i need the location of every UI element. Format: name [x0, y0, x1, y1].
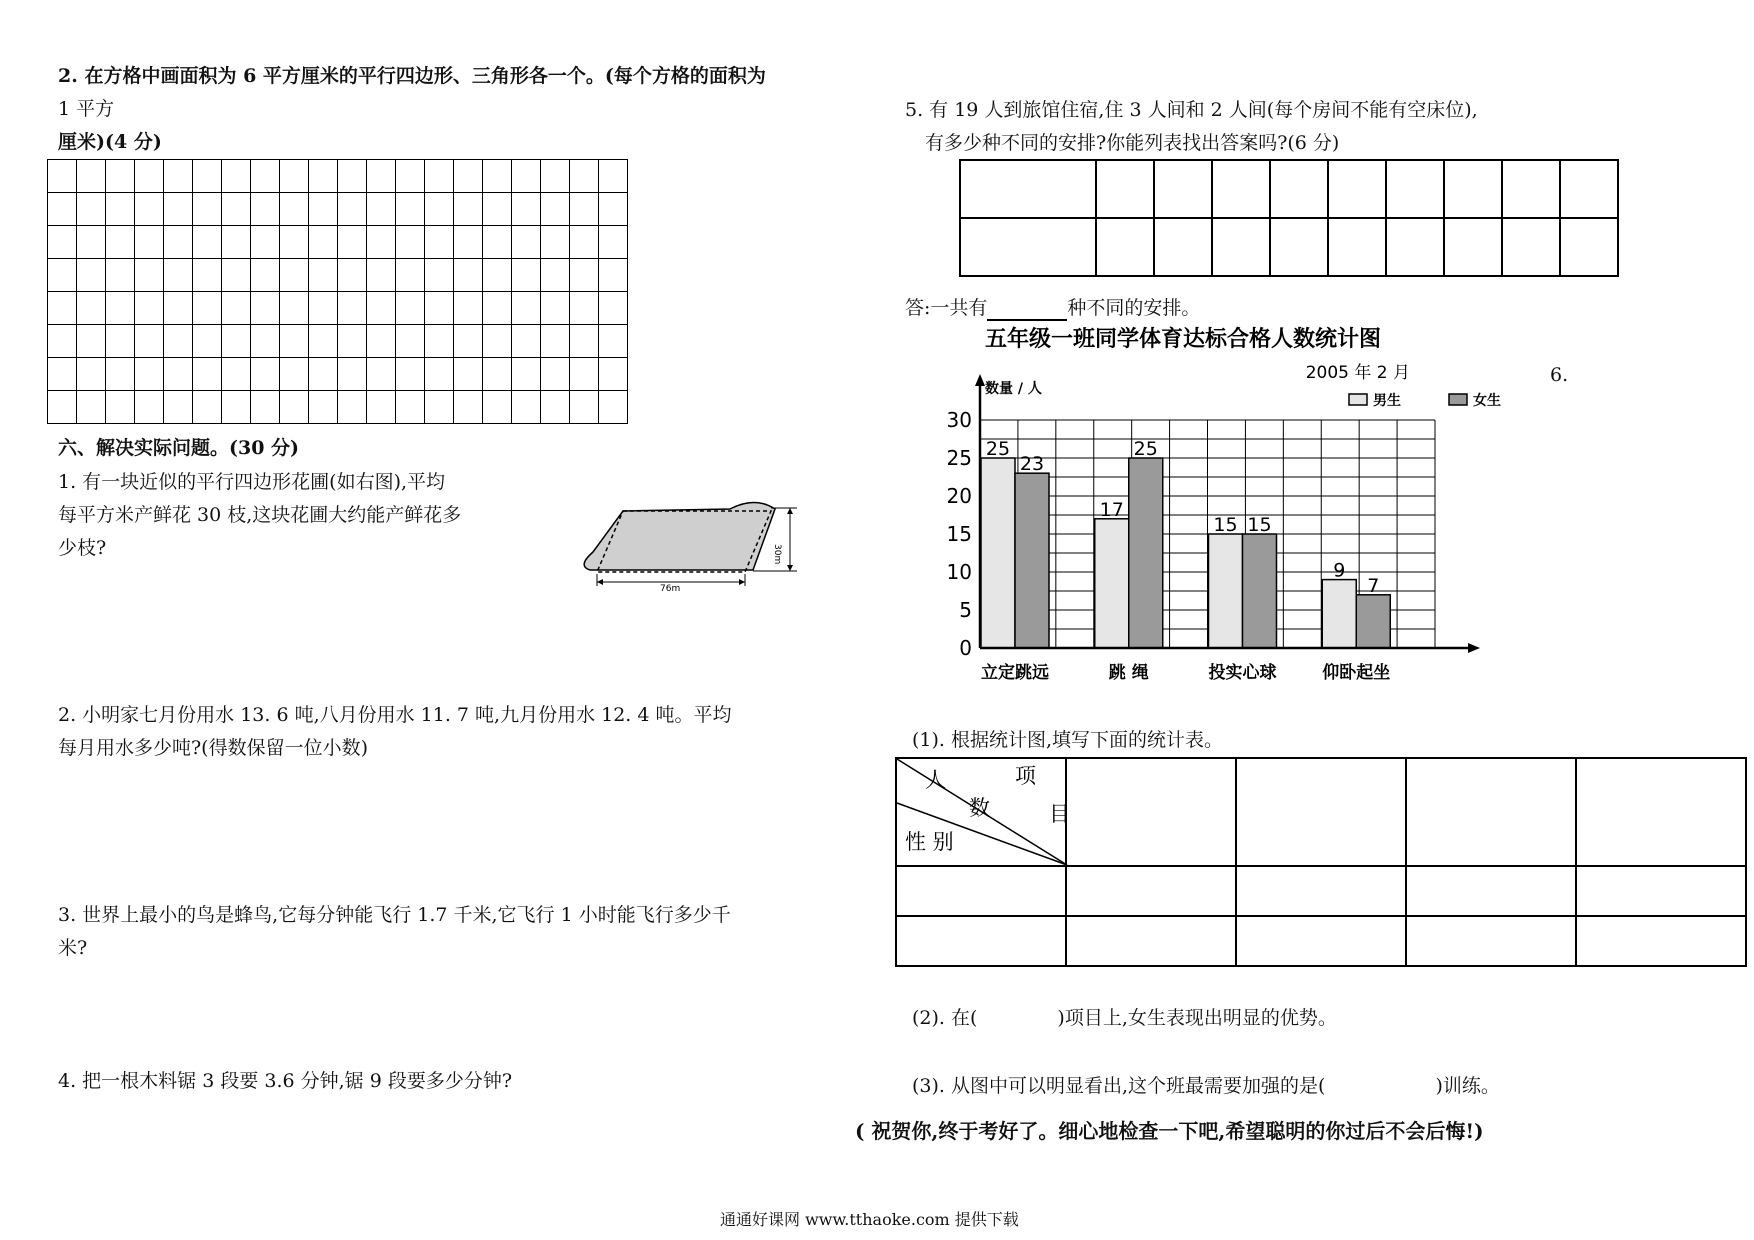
grid-cell[interactable]: [193, 160, 222, 193]
grid-cell[interactable]: [367, 193, 396, 226]
grid-cell[interactable]: [512, 226, 541, 259]
grid-cell[interactable]: [599, 325, 628, 358]
grid-cell[interactable]: [280, 193, 309, 226]
grid-cell[interactable]: [570, 358, 599, 391]
stat-cell[interactable]: [896, 916, 1066, 966]
figure-height-label: 30m: [772, 544, 782, 565]
stat-cell[interactable]: [1066, 916, 1236, 966]
grid-cell[interactable]: [48, 325, 77, 358]
arrangement-cell[interactable]: [1328, 218, 1386, 276]
bar-value-label: 15: [1247, 514, 1272, 536]
stat-cell[interactable]: [1576, 916, 1746, 966]
arrangement-cell[interactable]: [1154, 160, 1212, 218]
stat-cell[interactable]: [1066, 866, 1236, 916]
grid-cell[interactable]: [280, 226, 309, 259]
grid-cell[interactable]: [425, 259, 454, 292]
y-tick-label: 25: [946, 446, 972, 470]
problem5-line1: 5. 有 19 人到旅馆住宿,住 3 人间和 2 人间(每个房间不能有空床位),: [905, 99, 1478, 121]
stat-cell[interactable]: [1576, 758, 1746, 866]
grid-cell[interactable]: [222, 325, 251, 358]
grid-cell[interactable]: [135, 358, 164, 391]
grid-cell[interactable]: [106, 358, 135, 391]
chart-ylabel: 数量 / 人: [985, 381, 1042, 397]
grid-cell[interactable]: [512, 193, 541, 226]
bar-value-label: 25: [985, 438, 1011, 460]
grid-cell[interactable]: [280, 325, 309, 358]
grid-cell[interactable]: [280, 160, 309, 193]
problem1-line1: 1. 有一块近似的平行四边形花圃(如右图),平均: [58, 471, 446, 493]
header-gender: 性 别: [905, 830, 954, 854]
grid-cell[interactable]: [106, 193, 135, 226]
arrangement-cell[interactable]: [1386, 160, 1444, 218]
grid-cell[interactable]: [222, 391, 251, 424]
statistics-table[interactable]: [895, 757, 1747, 967]
y-tick-label: 5: [959, 598, 972, 622]
arrangement-cell[interactable]: [1212, 160, 1270, 218]
problem1-line3: 少枝?: [58, 537, 107, 559]
drawing-grid[interactable]: [47, 159, 628, 424]
grid-cell[interactable]: [222, 259, 251, 292]
grid-cell[interactable]: [135, 226, 164, 259]
grid-cell[interactable]: [483, 259, 512, 292]
problem5-line2: 有多少种不同的安排?你能列表找出答案吗?(6 分): [925, 132, 1340, 154]
grid-cell[interactable]: [599, 391, 628, 424]
grid-cell[interactable]: [48, 292, 77, 325]
grid-cell[interactable]: [77, 226, 106, 259]
grid-cell[interactable]: [396, 160, 425, 193]
grid-cell[interactable]: [512, 391, 541, 424]
footer: 通通好课网 www.tthaoke.com 提供下载: [720, 1210, 1019, 1229]
subq3-prefix: (3). 从图中可以明显看出,这个班最需要加强的是(: [912, 1075, 1326, 1097]
bar: [1209, 534, 1243, 648]
arrangement-cell[interactable]: [1502, 218, 1560, 276]
bar: [1356, 595, 1390, 648]
arrangement-cell[interactable]: [1212, 218, 1270, 276]
grid-cell[interactable]: [135, 325, 164, 358]
grid-cell[interactable]: [106, 160, 135, 193]
bar-value-label: 9: [1333, 559, 1346, 582]
grid-cell[interactable]: [454, 259, 483, 292]
bar-value-label: 25: [1133, 438, 1158, 460]
bar: [1322, 580, 1356, 648]
grid-cell[interactable]: [367, 259, 396, 292]
grid-cell[interactable]: [425, 325, 454, 358]
header-mu: 目: [1049, 802, 1070, 826]
flowerbed-figure: [575, 494, 810, 594]
arrangement-cell[interactable]: [1096, 218, 1154, 276]
grid-cell[interactable]: [251, 292, 280, 325]
grid-cell[interactable]: [425, 292, 454, 325]
grid-cell[interactable]: [396, 325, 425, 358]
grid-cell[interactable]: [454, 226, 483, 259]
chart-legend: [1349, 392, 1501, 409]
grid-cell[interactable]: [599, 160, 628, 193]
grid-cell[interactable]: [396, 226, 425, 259]
grid-cell[interactable]: [77, 358, 106, 391]
grid-cell[interactable]: [367, 325, 396, 358]
grid-cell[interactable]: [367, 226, 396, 259]
grid-cell[interactable]: [396, 358, 425, 391]
grid-cell[interactable]: [106, 325, 135, 358]
grid-cell[interactable]: [106, 292, 135, 325]
grid-cell[interactable]: [222, 160, 251, 193]
grid-cell[interactable]: [77, 292, 106, 325]
grid-cell[interactable]: [512, 325, 541, 358]
x-tick-label: 投实心球: [1208, 663, 1277, 683]
arrangement-cell[interactable]: [960, 160, 1096, 218]
arrangement-cell[interactable]: [1270, 218, 1328, 276]
arrangement-cell[interactable]: [1560, 218, 1618, 276]
x-tick-label: 跳 绳: [1108, 663, 1149, 683]
grid-cell[interactable]: [77, 193, 106, 226]
grid-cell[interactable]: [599, 193, 628, 226]
bar-value-label: 15: [1213, 514, 1238, 536]
figure-base-label: 76m: [660, 584, 681, 594]
q2-line1: 2. 在方格中画面积为 6 平方厘米的平行四边形、三角形各一个。(每个方格的面积为: [58, 65, 766, 87]
grid-cell[interactable]: [454, 325, 483, 358]
bar: [981, 458, 1015, 648]
subq1: (1). 根据统计图,填写下面的统计表。: [912, 729, 1224, 751]
arrangement-cell[interactable]: [1270, 160, 1328, 218]
grid-cell[interactable]: [425, 160, 454, 193]
grid-cell[interactable]: [164, 259, 193, 292]
subq2: [912, 1005, 1337, 1031]
grid-cell[interactable]: [280, 292, 309, 325]
grid-cell[interactable]: [483, 292, 512, 325]
grid-cell[interactable]: [309, 226, 338, 259]
q2-line2: 1 平方: [58, 98, 115, 120]
section-six-heading: 六、解决实际问题。(30 分): [58, 437, 300, 459]
grid-cell[interactable]: [251, 226, 280, 259]
grid-cell[interactable]: [106, 259, 135, 292]
grid-cell[interactable]: [454, 391, 483, 424]
y-tick-label: 15: [946, 522, 972, 546]
arrangement-table[interactable]: [959, 159, 1619, 277]
stat-cell[interactable]: [1406, 866, 1576, 916]
grid-cell[interactable]: [251, 391, 280, 424]
grid-cell[interactable]: [541, 391, 570, 424]
question6-number: 6.: [1550, 364, 1569, 386]
bar-chart: [935, 318, 1501, 690]
header-count: 数: [969, 796, 990, 820]
grid-cell[interactable]: [512, 160, 541, 193]
stat-cell[interactable]: [1406, 916, 1576, 966]
grid-cell[interactable]: [483, 160, 512, 193]
stat-cell[interactable]: [1576, 866, 1746, 916]
grid-cell[interactable]: [425, 226, 454, 259]
arrangement-cell[interactable]: [1154, 218, 1212, 276]
bar: [1015, 473, 1049, 648]
problem2-line2: 每月用水多少吨?(得数保留一位小数): [58, 737, 369, 759]
grid-cell[interactable]: [425, 193, 454, 226]
subq2-suffix: )项目上,女生表现出明显的优势。: [1057, 1007, 1337, 1029]
grid-cell[interactable]: [570, 325, 599, 358]
grid-cell[interactable]: [541, 259, 570, 292]
grid-cell[interactable]: [193, 391, 222, 424]
y-tick-label: 10: [946, 560, 972, 584]
diagonal-header-cell: [896, 758, 1070, 866]
grid-cell[interactable]: [48, 391, 77, 424]
chart-date: 2005 年 2 月: [1305, 363, 1410, 383]
y-tick-label: 0: [959, 636, 972, 660]
problem4: 4. 把一根木料锯 3 段要 3.6 分钟,锯 9 段要多少分钟?: [58, 1070, 513, 1092]
answer-suffix: 种不同的安排。: [1067, 297, 1201, 319]
grid-cell[interactable]: [164, 160, 193, 193]
arrangement-cell[interactable]: [960, 218, 1096, 276]
grid-cell[interactable]: [135, 160, 164, 193]
grid-cell[interactable]: [193, 259, 222, 292]
bar: [1129, 458, 1163, 648]
legend-label: 女生: [1473, 393, 1501, 409]
grid-cell[interactable]: [599, 358, 628, 391]
grid-cell[interactable]: [135, 391, 164, 424]
grid-cell[interactable]: [512, 358, 541, 391]
grid-cell[interactable]: [77, 325, 106, 358]
grid-cell[interactable]: [164, 193, 193, 226]
grid-cell[interactable]: [338, 160, 367, 193]
grid-cell[interactable]: [599, 259, 628, 292]
grid-cell[interactable]: [570, 226, 599, 259]
answer-prefix: 答:一共有: [905, 297, 988, 319]
grid-cell[interactable]: [48, 193, 77, 226]
stat-cell[interactable]: [1406, 758, 1576, 866]
grid-cell[interactable]: [570, 193, 599, 226]
grid-cell[interactable]: [570, 259, 599, 292]
grid-cell[interactable]: [77, 259, 106, 292]
grid-cell[interactable]: [309, 259, 338, 292]
grid-cell[interactable]: [541, 193, 570, 226]
grid-cell[interactable]: [135, 292, 164, 325]
grid-cell[interactable]: [338, 391, 367, 424]
grid-cell[interactable]: [193, 325, 222, 358]
grid-cell[interactable]: [48, 259, 77, 292]
grid-cell[interactable]: [425, 358, 454, 391]
grid-cell[interactable]: [512, 292, 541, 325]
stat-cell[interactable]: [1236, 866, 1406, 916]
x-tick-label: 立定跳远: [981, 663, 1049, 683]
stat-cell[interactable]: [896, 866, 1066, 916]
grid-cell[interactable]: [599, 292, 628, 325]
grid-cell[interactable]: [251, 193, 280, 226]
grid-cell[interactable]: [106, 391, 135, 424]
header-people: 人: [925, 768, 946, 792]
q2-line3: 厘米)(4 分): [58, 131, 162, 153]
grid-cell[interactable]: [541, 292, 570, 325]
chart-bars: [981, 438, 1390, 648]
grid-cell[interactable]: [222, 358, 251, 391]
bar-value-label: 17: [1099, 498, 1124, 521]
grid-cell[interactable]: [135, 259, 164, 292]
grid-cell[interactable]: [570, 292, 599, 325]
problem1-line2: 每平方米产鲜花 30 枝,这块花圃大约能产鲜花多: [58, 504, 462, 526]
grid-cell[interactable]: [164, 325, 193, 358]
grid-cell[interactable]: [309, 292, 338, 325]
legend-swatch: [1349, 394, 1367, 405]
grid-cell[interactable]: [454, 160, 483, 193]
grid-cell[interactable]: [48, 226, 77, 259]
arrangement-cell[interactable]: [1560, 160, 1618, 218]
grid-cell[interactable]: [483, 193, 512, 226]
header-item: 项: [1015, 764, 1036, 788]
subq3: [912, 1073, 1500, 1099]
arrangement-cell[interactable]: [1096, 160, 1154, 218]
bar-value-label: 7: [1367, 574, 1380, 597]
grid-cell[interactable]: [338, 292, 367, 325]
grid-cell[interactable]: [541, 226, 570, 259]
x-tick-label: 仰卧起坐: [1322, 663, 1391, 683]
grid-cell[interactable]: [454, 292, 483, 325]
grid-cell[interactable]: [367, 358, 396, 391]
grid-cell[interactable]: [396, 292, 425, 325]
y-tick-label: 20: [946, 484, 972, 508]
grid-cell[interactable]: [222, 193, 251, 226]
x-axis-arrow: [1468, 643, 1480, 653]
arrangement-cell[interactable]: [1502, 160, 1560, 218]
stat-cell[interactable]: [1236, 916, 1406, 966]
grid-cell[interactable]: [193, 292, 222, 325]
problem3-line2: 米?: [58, 937, 88, 959]
grid-cell[interactable]: [164, 358, 193, 391]
closing-note: ( 祝贺你,终于考好了。细心地检查一下吧,希望聪明的你过后不会后悔!): [855, 1119, 1484, 1143]
y-tick-label: 30: [946, 408, 972, 432]
grid-cell[interactable]: [106, 226, 135, 259]
grid-cell[interactable]: [483, 325, 512, 358]
grid-cell[interactable]: [251, 259, 280, 292]
grid-cell[interactable]: [338, 226, 367, 259]
grid-cell[interactable]: [280, 358, 309, 391]
bar: [1243, 534, 1277, 648]
grid-cell[interactable]: [483, 391, 512, 424]
bar: [1095, 519, 1129, 648]
grid-cell[interactable]: [396, 193, 425, 226]
legend-label: 男生: [1373, 393, 1401, 409]
grid-cell[interactable]: [251, 325, 280, 358]
diagonal-lines: [897, 759, 1070, 865]
grid-cell[interactable]: [541, 358, 570, 391]
arrangement-cell[interactable]: [1444, 218, 1502, 276]
grid-cell[interactable]: [251, 160, 280, 193]
legend-swatch: [1449, 394, 1467, 405]
y-axis-arrow: [975, 374, 985, 386]
grid-cell[interactable]: [541, 160, 570, 193]
arrangement-cell[interactable]: [1444, 160, 1502, 218]
grid-cell[interactable]: [164, 391, 193, 424]
grid-cell[interactable]: [483, 358, 512, 391]
problem3-line1: 3. 世界上最小的鸟是蜂鸟,它每分钟能飞行 1.7 千米,它飞行 1 小时能飞行多少千: [58, 904, 731, 926]
grid-cell[interactable]: [309, 391, 338, 424]
grid-cell[interactable]: [599, 226, 628, 259]
grid-cell[interactable]: [222, 226, 251, 259]
grid-cell[interactable]: [48, 160, 77, 193]
grid-cell[interactable]: [309, 325, 338, 358]
subq2-prefix: (2). 在(: [912, 1007, 978, 1029]
grid-cell[interactable]: [338, 325, 367, 358]
grid-cell[interactable]: [222, 292, 251, 325]
arrangement-cell[interactable]: [1386, 218, 1444, 276]
grid-cell[interactable]: [164, 292, 193, 325]
grid-cell[interactable]: [570, 160, 599, 193]
grid-cell[interactable]: [512, 259, 541, 292]
grid-cell[interactable]: [280, 259, 309, 292]
grid-cell[interactable]: [77, 160, 106, 193]
grid-cell[interactable]: [454, 358, 483, 391]
bar-value-label: 23: [1019, 453, 1045, 476]
chart-title: 五年级一班同学体育达标合格人数统计图: [985, 327, 1382, 352]
arrangement-cell[interactable]: [1328, 160, 1386, 218]
subq3-suffix: )训练。: [1435, 1075, 1500, 1097]
grid-cell[interactable]: [251, 358, 280, 391]
grid-cell[interactable]: [338, 193, 367, 226]
grid-cell[interactable]: [541, 325, 570, 358]
grid-cell[interactable]: [164, 226, 193, 259]
stat-cell[interactable]: [1066, 758, 1236, 866]
grid-cell[interactable]: [570, 391, 599, 424]
grid-cell[interactable]: [193, 358, 222, 391]
grid-cell[interactable]: [135, 193, 164, 226]
grid-cell[interactable]: [193, 226, 222, 259]
grid-cell[interactable]: [193, 193, 222, 226]
grid-cell[interactable]: [367, 292, 396, 325]
grid-cell[interactable]: [454, 193, 483, 226]
grid-cell[interactable]: [367, 391, 396, 424]
grid-cell[interactable]: [309, 160, 338, 193]
grid-cell[interactable]: [396, 259, 425, 292]
grid-cell[interactable]: [425, 391, 454, 424]
grid-cell[interactable]: [48, 358, 77, 391]
stat-cell[interactable]: [1236, 758, 1406, 866]
grid-cell[interactable]: [396, 391, 425, 424]
grid-cell[interactable]: [338, 358, 367, 391]
grid-cell[interactable]: [280, 391, 309, 424]
grid-cell[interactable]: [309, 358, 338, 391]
grid-cell[interactable]: [309, 193, 338, 226]
grid-cell[interactable]: [338, 259, 367, 292]
grid-cell[interactable]: [483, 226, 512, 259]
grid-cell[interactable]: [77, 391, 106, 424]
problem2-line1: 2. 小明家七月份用水 13. 6 吨,八月份用水 11. 7 吨,九月份用水 12. 4 吨。平均: [58, 704, 732, 726]
grid-cell[interactable]: [367, 160, 396, 193]
